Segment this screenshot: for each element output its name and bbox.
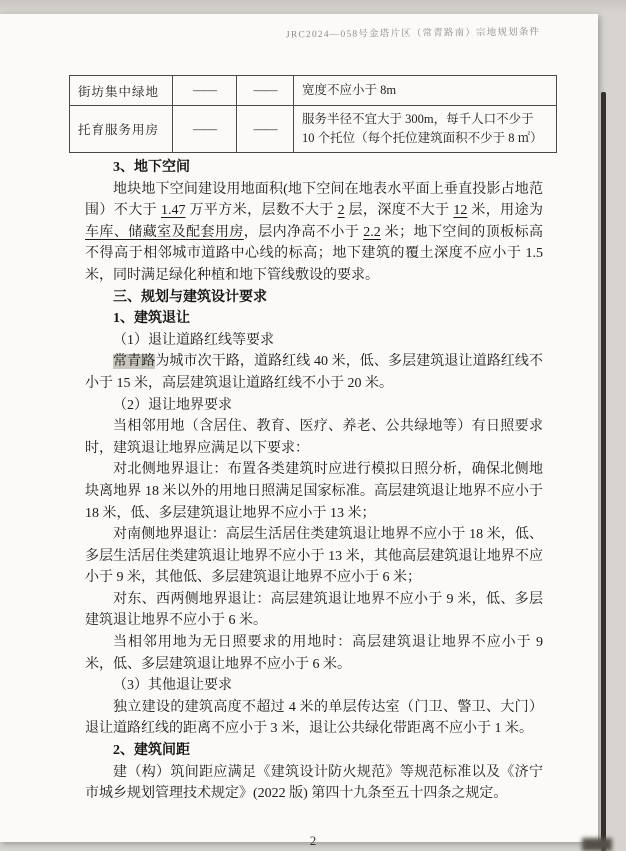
scan-artifact-smudge — [582, 838, 612, 851]
underlined-text: 12 — [453, 203, 468, 219]
table-cell-requirement: 服务半径不宜大于 300m，每千人口不少于 10 个托位（每个托位建筑面积不少于 8 ㎡） — [294, 106, 557, 153]
paragraph — [85, 330, 543, 352]
planning-conditions-table — [69, 75, 557, 153]
table-cell-dash: —— — [173, 76, 237, 106]
text-run: 对北侧地界退让：布置各类建筑时应进行模拟日照分析，确保北侧地块离地界 18 米以外的用地日照满足国家标准。高层建筑退让地界不应小于 18 米，低、多层建筑退让地界不应小于 13 米； — [85, 462, 543, 521]
document-body — [85, 157, 543, 805]
table-cell-dash: —— — [237, 106, 294, 153]
text-run: 米；地下空间的顶板标高不得高于相邻城市道路中心线的标高；地下建筑的覆土深度不应小于 1.5 米，同时满足绿化种植和地下管线敷设的要求。 — [85, 224, 544, 283]
text-run: 对南侧地界退让：高层生活居住类建筑退让地界不应小于 18 米，低、多层生活居住类建筑退让地界不应小于 13 米，其他高层建筑退让地界不应小于 9 米，其他低、多层建筑退让地界不应小于 6 米； — [85, 527, 543, 586]
text-run: 万平方米，层数不大于 — [185, 203, 338, 219]
paragraph — [85, 395, 543, 417]
text-run: （1）退让道路红线等要求 — [113, 332, 274, 348]
paragraph — [85, 632, 543, 675]
underlined-text: 1.47 — [161, 203, 186, 219]
underlined-text: 2.2 — [363, 224, 381, 240]
text-run: （2）退让地界要求 — [113, 397, 232, 413]
text-run: 2、建筑间距 — [113, 743, 190, 759]
paragraph — [85, 351, 543, 394]
paragraph — [85, 524, 543, 589]
section-heading — [85, 287, 543, 309]
text-run: 米，用途为 — [467, 203, 543, 219]
table-cell-item-name: 街坊集中绿地 — [70, 76, 173, 106]
text-run: 地块地下空间建设用地面积(地下空间在地表水平面上垂直投影占地范围）不大于 — [85, 181, 543, 219]
underlined-text: 2 — [337, 203, 345, 219]
scan-artifact-line — [601, 92, 606, 851]
section-heading — [85, 308, 543, 330]
table-cell-item-name: 托育服务用房 — [70, 106, 173, 153]
underlined-text: 车库、储藏室及配套用房 — [85, 224, 244, 240]
paragraph — [85, 589, 543, 632]
table-cell-requirement: 宽度不应小于 8m — [294, 76, 557, 106]
text-run: 独立建设的建筑高度不超过 4 米的单层传达室（门卫、警卫、大门）退让道路红线的距离不应小于 3 米，退让公共绿化带距离不应小于 1 米。 — [85, 699, 543, 737]
table-row-green-space — [70, 76, 557, 106]
text-run: 3、地下空间 — [113, 160, 190, 175]
page-number: 2 — [309, 833, 317, 848]
paragraph — [85, 675, 543, 697]
scan-top-margin — [0, 0, 626, 14]
text-run: 当相邻用地为无日照要求的用地时：高层建筑退让地界不应小于 9 米，低、多层建筑退让地界不应小于 6 米。 — [85, 635, 543, 672]
text-run: ，层内净高不小于 — [243, 224, 364, 240]
table-row-childcare — [70, 106, 557, 153]
paragraph — [85, 697, 543, 740]
table-cell-dash: —— — [237, 76, 294, 106]
paragraph — [85, 179, 543, 287]
highlighted-text: 常青路 — [113, 354, 156, 370]
text-run: 层，深度不大于 — [344, 203, 454, 219]
text-run: 建（构）筑间距应满足《建筑设计防火规范》等规范标准以及《济宁市城乡规划管理技术规定》(2022 版) 第四十九条至五十四条之规定。 — [85, 764, 543, 802]
text-run: 1、建筑退让 — [113, 311, 190, 327]
paragraph — [85, 416, 543, 459]
text-run: （3）其他退让要求 — [113, 678, 232, 694]
text-run: 当相邻用地（含居住、教育、医疗、养老、公共绿地等）有日照要求时，建筑退让地界应满足以下要求： — [85, 419, 543, 456]
table-cell-dash: —— — [173, 106, 237, 153]
text-run: 三、规划与建筑设计要求 — [113, 289, 267, 305]
section-heading — [85, 157, 543, 179]
document-header: JRC2024—058号金塔片区（常青路南）宗地规划条件 — [285, 27, 541, 41]
section-heading — [85, 740, 543, 762]
paragraph — [85, 762, 543, 805]
paragraph — [85, 459, 543, 524]
text-run: 为城市次干路，道路红线 40 米，低、多层建筑退让道路红线不小于 15 米，高层建筑退让道路红线不小于 20 米。 — [85, 354, 544, 391]
text-run: 对东、西两侧地界退让：高层建筑退让地界不应小于 9 米，低、多层建筑退让地界不应小于 6 米。 — [85, 591, 543, 629]
